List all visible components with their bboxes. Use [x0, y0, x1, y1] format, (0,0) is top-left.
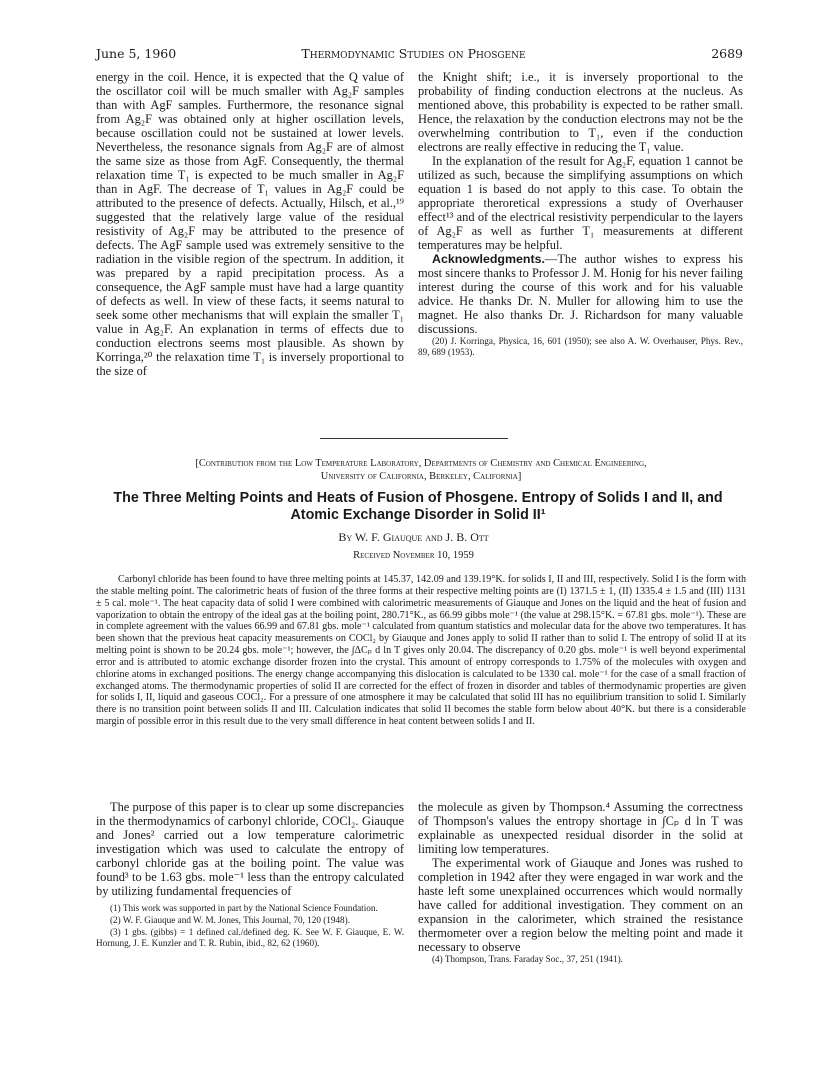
article-title: The Three Melting Points and Heats of Fusion of Phosgene. Entropy of Solids I and II, and Atomic Exchange Disorder in Solid II¹ [113, 490, 723, 523]
abstract [96, 574, 746, 728]
institution-line-1: [Contribution from the Low Temperature Laboratory, Departments of Chemistry and Chemical Engineering, [195, 458, 647, 469]
footnote-1: (1) This work was supported in part by the National Science Foundation. [110, 903, 378, 913]
authors: By W. F. Giauque and J. B. Ott [338, 530, 489, 544]
top-right-paragraph-2: In the explanation of the result for Ag₂F, equation 1 cannot be utilized as such, because the simplifying assumptions on which equation 1 is based do not apply to this case. To obtain the appropriate theroretical expressions a study of Overhauser effect¹³ and of the electrical resistivity perpendicular to the layers of Ag₂F as well as further T₁ measurements at different temperatures may be helpful. [418, 154, 743, 252]
top-left-column [96, 70, 404, 378]
footnote-4: (4) Thompson, Trans. Faraday Soc., 37, 251 (1941). [432, 954, 623, 964]
top-right-paragraph-1: the Knight shift; i.e., it is inversely proportional to the probability of finding conduction electrons at the nucleus. As mentioned above, this probability is expected to be rather small. Hence, the relaxation by the conduction electrons may not be the overwhelming contribution to T₁, even if the conduction electrons are really effective in reducing the T₁ value. [418, 70, 743, 154]
top-right-column [418, 70, 743, 358]
institution-line [96, 457, 746, 483]
header-date: June 5, 1960 [96, 46, 177, 61]
footnote-2: (2) W. F. Giauque and W. M. Jones, This Journal, 70, 120 (1948). [110, 915, 350, 925]
received-date: Received November 10, 1959 [353, 550, 474, 561]
section-divider [320, 438, 508, 439]
bottom-right-column [418, 800, 743, 965]
institution-line-2: University of California, Berkeley, California] [320, 471, 522, 482]
abstract-text: Carbonyl chloride has been found to have three melting points at 145.37, 142.09 and 139.19°K. for solids I, II and III, respectively. Solid I is the form with the stable melting point. The calorimetric heats of fusion of the three forms at their respective melting points are (I) 1371.5 ± 1, (II) 1335.4 ± 1.5 and (III) 1131 ± 5 cal. mole⁻¹. The heat capacity data of solid I were combined with calorimetric measurements of Giauque and Jones on the liquid and the heat of fusion and vaporization to obtain the entropy of the ideal gas at the boiling point, 280.71°K., as 66.99 gibbs mole⁻¹ (the value at 298.15°K. = 67.81 gbs. mole⁻¹). These are in complete agreement with the values 66.99 and 67.81 gbs. mole⁻¹ calculated from quantum statistics and molecular data for the above two temperatures. It has been shown that the previous heat capacity measurements on COCl₂ by Giauque and Jones apply to solid II rather than to solid I. The entropy of solid II at its melting point is shown to be 20.24 gbs. mole⁻¹; however, the ∫ΔCₚ d ln T gives only 20.04. The discrepancy of 0.20 gbs. mole⁻¹ is well beyond experimental error and is attributed to atomic exchange disorder frozen into the crystal. This amount of entropy corresponds to 1.75% of the molecules with oxygen and chlorine atoms in exchanged positions. The energy change accompanying this dislocation is calculated to be 1330 cal. mole⁻¹ for the case of a small fraction of exchanged atoms. The thermodynamic properties of solid II are corrected for the effect of frozen in disorder and tables of thermodynamic properties are given for solids I, II, liquid and gaseous COCl₂. For a pressure of one atmosphere it may be calculated that solid III has no equilibrium transition to solid I. Similarly there is no transition point between solids II and III. Calculation indicates that solid II becomes the stable form below about 40°K. but there is a considerable margin of possible error in this result due to the very small difference in heat content between solids I and II. [96, 574, 746, 728]
footnote-20: (20) J. Korringa, Physica, 16, 601 (1950); see also A. W. Overhauser, Phys. Rev., 89, 689 (1953). [418, 336, 743, 357]
acknowledgments-text: —The author wishes to express his most sincere thanks to Professor J. M. Honig for his never failing interest during the course of this work and for his valuable advice. He thanks Dr. N. Muller for allowing him to use the magnet. He also thanks Dr. J. Richardson for many valuable discussions. [418, 252, 743, 336]
footnote-3: (3) 1 gbs. (gibbs) = 1 defined cal./defined deg. K. See W. F. Giauque, E. W. Hornung, J. E. Kunzler and T. R. Rubin, ibid., 82, 62 (1960). [96, 927, 404, 948]
acknowledgments-heading: Acknowledgments. [432, 252, 545, 266]
bottom-right-paragraph-2: The experimental work of Giauque and Jones was rushed to completion in 1942 after they were engaged in war work and the haste left some unexplained occurrences which would normally have called for additional investigation. They comment on an expansion in the calorimeter, which strained the resistance thermometer over a region below the melting point and made it necessary to observe [418, 856, 743, 954]
bottom-right-paragraph-1: the molecule as given by Thompson.⁴ Assuming the correctness of Thompson's values the entropy shortage in ∫Cₚ d ln T was explainable as unexpected residual disorder in the solid at limiting low temperatures. [418, 800, 743, 856]
bottom-left-column [96, 800, 404, 949]
running-title: Thermodynamic Studies on Phosgene [301, 46, 526, 61]
intro-paragraph: The purpose of this paper is to clear up some discrepancies in the thermodynamics of carbonyl chloride, COCl₂. Giauque and Jones² carried out a low temperature calorimetric investigation which was used to calculate the entropy of carbonyl chloride gas at the boiling point. The value was found³ to be 1.63 gbs. mole⁻¹ less than the entropy calculated by utilizing fundamental frequencies of [96, 800, 404, 898]
page-number: 2689 [711, 46, 743, 61]
top-left-paragraph: energy in the coil. Hence, it is expected that the Q value of the oscillator coil will be much smaller with Ag₂F samples than with AgF samples. Furthermore, the resonance signal from Ag₂F was obtained only at higher oscillation levels, because oscillation could not be sustained at lower levels. Nevertheless, the resonance signals from Ag₂F are of almost the same size as those from AgF. Consequently, the thermal relaxation time T₁ is expected to be much smaller in Ag₂F than in AgF. The decrease of T₁ values in Ag₂F could be attributed to the presence of defects. Actually, Hilsch, et al.,¹⁹ suggested that the relatively large value of the residual resistivity of Ag₂F may be attributed to the presence of defects. The AgF sample used was extremely sensitive to the radiation in the visible region of the spectrum. In addition, it was prepared by a rapid precipitation process. As a consequence, the AgF sample must have had a large quantity of defects as well. In view of these facts, it seems natural to seek some other mechanisms that will explain the smaller T₁ value in Ag₂F. An explanation in terms of effects due to conduction electrons seems most plausible. As shown by Korringa,²⁰ the relaxation time T₁ is inversely proportional to the size of [96, 70, 404, 378]
